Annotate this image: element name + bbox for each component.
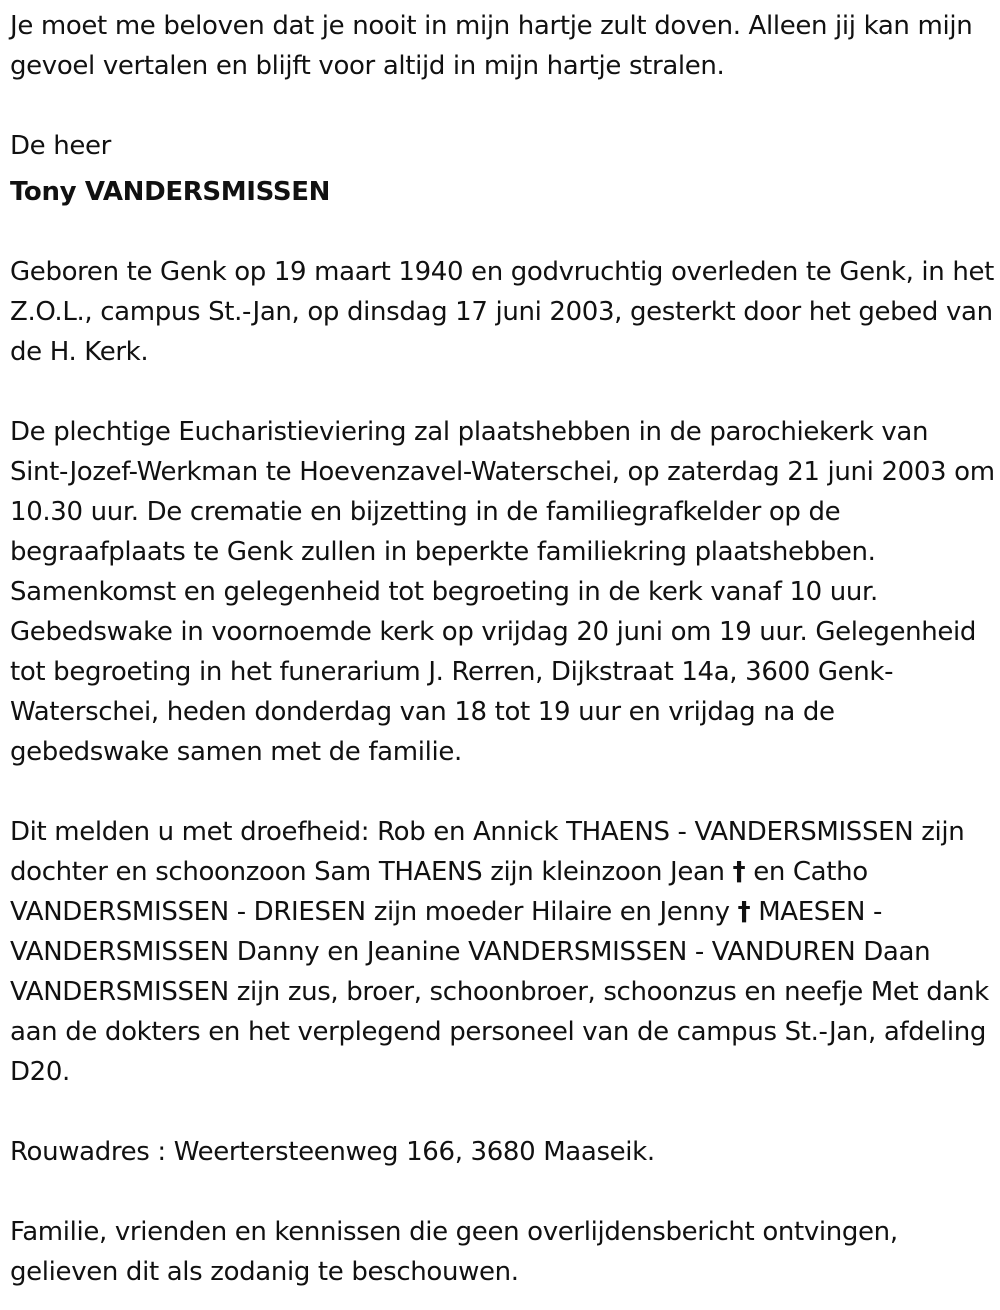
deceased-name: Tony VANDERSMISSEN xyxy=(10,177,331,207)
ceremony-paragraph: De plechtige Eucharistieviering zal plaatshebben in de parochiekerk van Sint-Jozef-Werkman te Hoevenzavel-Waterschei, op zaterdag 21 juni 2003 om 10.30 uur. De crematie en bijzetting in de familiegrafkelder op de begraafplaats te Genk zullen in beperkte familiekring plaatshebben. Samenkomst en gelegenheid tot begroeting in de kerk vanaf 10 uur. Gebedswake in voornoemde kerk op vrijdag 20 juni om 19 uur. Gelegenheid tot begroeting in het funerarium J. Rerren, Dijkstraat 14a, 3600 Genk-Waterschei, heden donderdag van 18 tot 19 uur en vrijdag na de gebedswake samen met de familie. xyxy=(10,417,995,767)
intro-verse: Je moet me beloven dat je nooit in mijn hartje zult doven. Alleen jij kan mijn gevoel vertalen en blijft voor altijd in mijn hartje stralen. xyxy=(10,11,973,81)
mourners-text-2: en Catho VANDERSMISSEN - DRIESEN zijn moeder Hilaire en Jenny xyxy=(10,857,868,927)
mourning-address: Rouwadres : Weertersteenweg 166, 3680 Maaseik. xyxy=(10,1137,655,1167)
mourners-text-1: Dit melden u met droefheid: Rob en Annick THAENS - VANDERSMISSEN zijn dochter en schoonzoon Sam THAENS zijn kleinzoon Jean xyxy=(10,817,965,887)
birth-death-paragraph: Geboren te Genk op 19 maart 1940 en godvruchtig overleden te Genk, in het Z.O.L., campus St.-Jan, op dinsdag 17 juni 2003, gesterkt door het gebed van de H. Kerk. xyxy=(10,257,994,367)
obituary-document xyxy=(10,0,995,1292)
cross-icon: † xyxy=(737,897,751,927)
cross-icon: † xyxy=(732,857,746,887)
mourners-paragraph xyxy=(10,812,995,1092)
salutation: De heer xyxy=(10,131,111,161)
closing-note: Familie, vrienden en kennissen die geen overlijdensbericht ontvingen, gelieven dit als zodanig te beschouwen. xyxy=(10,1217,898,1287)
mourners-text-3: MAESEN - VANDERSMISSEN Danny en Jeanine VANDERSMISSEN - VANDUREN Daan VANDERSMISSEN zijn zus, broer, schoonbroer, schoonzus en neefje Met dank aan de dokters en het verplegend personeel van de campus St.-Jan, afdeling D20. xyxy=(10,897,989,1087)
